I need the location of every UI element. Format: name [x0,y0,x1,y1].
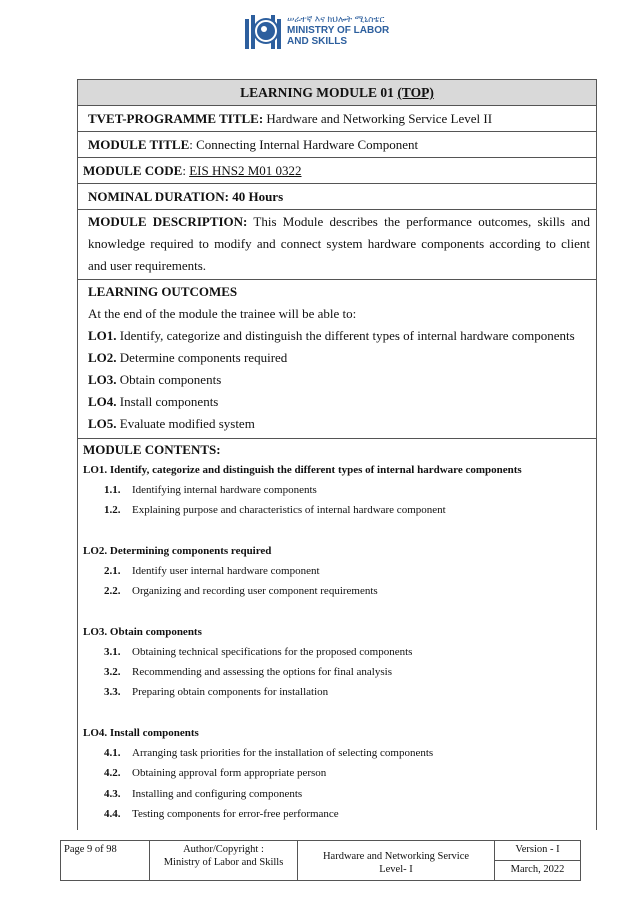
module-contents-title: MODULE CONTENTS: [83,442,221,457]
outcome-item: LO2. Determine components required [88,350,288,365]
outcome-item: LO1. Identify, categorize and distinguish the different types of internal hardware components [88,328,575,343]
ministry-emblem-icon [245,11,281,49]
module-header [78,80,596,106]
version-label: Version - I [495,841,580,861]
content-item: 2.2. Organizing and recording user component requirements [104,585,378,598]
outcome-item: LO5. Evaluate modified system [88,416,255,431]
content-item: 4.2. Obtaining approval form appropriate person [104,767,327,780]
module-header-title: LEARNING MODULE 01 [240,85,394,100]
logo-line2: AND SKILLS [287,35,347,47]
content-section-title: LO2. Determining components required [83,544,272,557]
outcome-item: LO4. Install components [88,394,219,409]
content-item: 3.2. Recommending and assessing the options for final analysis [104,666,392,679]
module-header-code: (TOP) [397,85,434,100]
ministry-logo [245,10,389,50]
content-section-title: LO3. Obtain components [83,625,202,638]
course-cell: Hardware and Networking Service Level- I [298,841,495,880]
content-section-title: LO4. Install components [83,726,199,739]
module-table [77,79,597,830]
content-item: 4.1. Arranging task priorities for the installation of selecting components [104,746,434,759]
version-date: March, 2022 [510,864,565,875]
learning-outcomes [78,280,596,439]
learning-outcomes-intro: At the end of the module the trainee will be able to: [88,306,357,321]
author-cell: Author/Copyright : Ministry of Labor and Skills [150,841,298,880]
content-item: 1.1. Identifying internal hardware components [104,484,317,496]
page-number: Page 9 of 98 [61,841,150,880]
module-code-row: MODULE CODE: EIS HNS2 M01 0322 [78,158,596,184]
nominal-duration-row: NOMINAL DURATION: 40 Hours [78,184,596,210]
learning-outcomes-title: LEARNING OUTCOMES [88,284,238,299]
content-item: 3.3. Preparing obtain components for installation [104,686,329,699]
outcome-item: LO3. Obtain components [88,372,222,387]
logo-line1: MINISTRY OF LABOR [287,24,390,36]
content-section-title: LO1. Identify, categorize and distinguish the different types of internal hardware components [83,464,522,476]
content-item: 2.1. Identify user internal hardware component [104,564,320,577]
content-item: 1.2. Explaining purpose and characteristics of internal hardware component [104,504,446,517]
module-description-row: MODULE DESCRIPTION: This Module describes the performance outcomes, skills and knowledge required to modify and connect system hardware components according to client and user requirements. [78,210,596,280]
content-item: 4.4. Testing components for error-free performance [104,808,339,821]
module-contents [78,439,596,830]
version-cell [495,841,580,880]
page-footer [60,840,581,881]
module-title-row: MODULE TITLE: Connecting Internal Hardware Component [78,132,596,158]
programme-title-row: TVET-PROGRAMME TITLE: Hardware and Networking Service Level II [78,106,596,132]
logo-amharic-text: ሠራተኛ እና ክህሎት ሚኒስቴር [287,13,385,24]
content-item: 3.1. Obtaining technical specifications for the proposed components [104,645,413,658]
content-item: 4.3. Installing and configuring components [104,787,303,800]
